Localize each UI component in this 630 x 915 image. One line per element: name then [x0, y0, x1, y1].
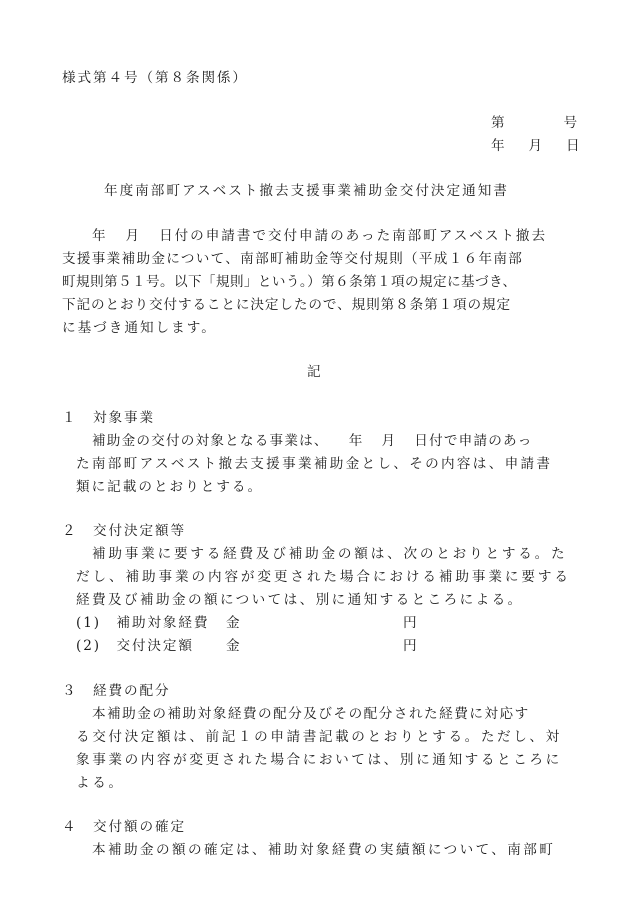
- number-go: 号: [563, 115, 579, 131]
- date-year: 年: [491, 138, 507, 154]
- item-2-label: (2) 交付決定額: [76, 638, 194, 654]
- intro-line-4: 下記のとおり交付することに決定したので、規則第８条第１項の規定: [62, 297, 512, 313]
- item-1-yen: 円: [403, 615, 419, 631]
- ki-heading: 記: [307, 364, 323, 380]
- section-1-line-2: た南部町アスベスト撤去支援事業補助金とし、その内容は、申請書: [76, 456, 553, 472]
- date-month: 月: [528, 138, 544, 154]
- intro-line-5: に基づき通知します。: [62, 320, 217, 336]
- page-title: 年度南部町アスベスト撤去支援事業補助金交付決定通知書: [104, 183, 509, 199]
- section-2-line-1: 補助事業に要する経費及び補助金の額は、次のとおりとする。た: [92, 546, 568, 562]
- date-day: 日: [566, 138, 582, 154]
- number-dai: 第: [491, 115, 507, 131]
- item-2-kin: 金: [226, 638, 242, 654]
- section-2-line-3: 経費及び補助金の額については、別に通知するところによる。: [76, 592, 524, 608]
- section-2-heading: ２ 交付決定額等: [62, 523, 186, 539]
- section-2-item-1: [76, 614, 209, 632]
- form-label: 様式第４号（第８条関係）: [62, 70, 248, 86]
- section-4-line-1: 本補助金の額の確定は、補助対象経費の実績額について、南部町: [92, 842, 556, 858]
- section-2-item-2: [76, 637, 194, 655]
- intro-line-2: 支援事業補助金について、南部町補助金等交付規則（平成１６年南部: [62, 251, 524, 267]
- section-1-line-1: 補助金の交付の対象となる事業は、 年 月 日付で申請のあっ: [92, 433, 533, 449]
- section-1-heading: １ 対象事業: [62, 410, 155, 426]
- section-3-line-4: よる。: [76, 775, 125, 791]
- section-3-line-3: 象事業の内容が変更された場合においては、別に通知するところに: [76, 752, 562, 768]
- document-number-line: [491, 114, 579, 132]
- section-3-line-2: る交付決定額は、前記１の申請書記載のとおりとする。ただし、対: [76, 729, 562, 745]
- section-1-line-3: 類に記載のとおりとする。: [76, 479, 264, 495]
- section-2-line-2: だし、補助事業の内容が変更された場合における補助事業に要する: [76, 569, 571, 585]
- item-1-label: (1) 補助対象経費: [76, 615, 210, 631]
- section-4-heading: ４ 交付額の確定: [62, 819, 186, 835]
- document-date-line: [491, 137, 582, 155]
- intro-line-1: 年 月 日付の申請書で交付申請のあった南部町アスベスト撤去: [92, 228, 548, 244]
- item-2-yen: 円: [403, 638, 419, 654]
- intro-line-3: 町規則第５１号。以下「規則」という。）第６条第１項の規定に基づき、: [62, 274, 517, 290]
- item-1-kin: 金: [226, 615, 242, 631]
- section-3-line-1: 本補助金の補助対象経費の配分及びその配分された経費に対応す: [92, 706, 530, 722]
- section-3-heading: ３ 経費の配分: [62, 683, 171, 699]
